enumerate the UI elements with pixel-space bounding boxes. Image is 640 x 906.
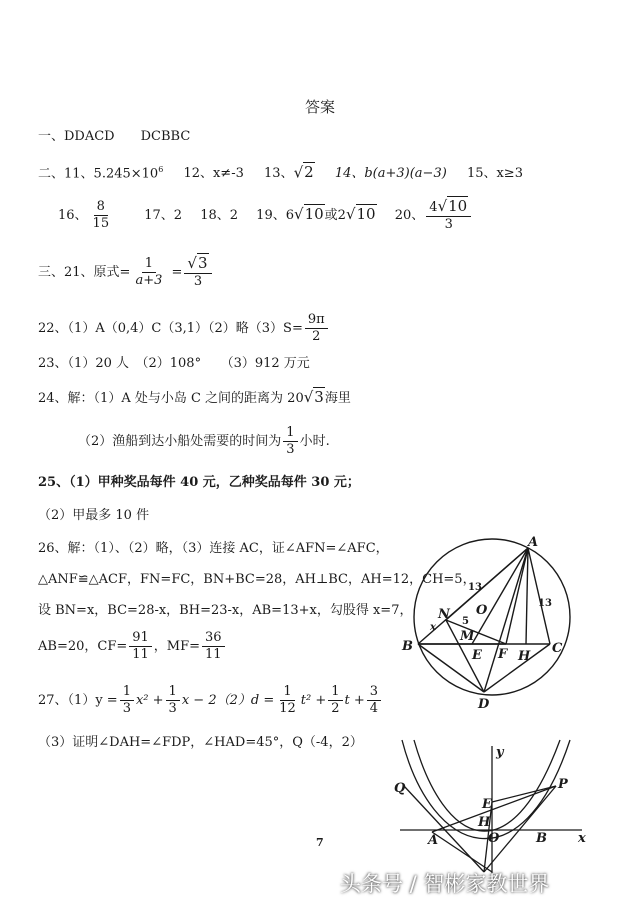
answer-section-2-row1 [38, 161, 523, 183]
answer-16: 16、 [58, 208, 88, 223]
fraction-24: $\frac{1}{3}$ [283, 425, 297, 458]
segment-ac [528, 548, 550, 644]
answer-26-line3: 设 BN=x，BC=28-x，BH=23-x，AB=13+x，勾股得 x=7， [38, 603, 413, 618]
fraction-20: $\frac{4√10}{3}$ [426, 198, 471, 233]
point-m-label: M [460, 629, 475, 644]
fraction-cf: $\frac{91}{11}$ [129, 630, 152, 663]
answer-25-part1: 25、（1）甲种奖品每件 40 元，乙种奖品每件 30 元； [38, 475, 360, 490]
segment-af [506, 548, 528, 644]
point-b-label: B [536, 831, 547, 846]
answer-15: 15、x≥3 [466, 166, 523, 182]
answer-14: 14、b(a+3)(a−3) [334, 166, 447, 182]
length-5-label: 5 [462, 616, 469, 627]
answer-27-part3: （3）证明∠DAH=∠FDP，∠HAD=45°，Q（-4，2） [38, 735, 363, 750]
sqrt-symbol: √10 [294, 205, 324, 223]
answer-21: 三、21、原式= $\frac{1}{a+3}$ = $\frac{√3}{3}$ [38, 255, 214, 290]
answer-19: 19、6 [256, 208, 294, 223]
length-13-left: 13 [468, 582, 482, 593]
page-title: 答案 [304, 98, 335, 116]
point-e-label: E [472, 648, 482, 663]
answer-section-1: 一、DDACD DCBBC [38, 129, 191, 144]
segment-ah [526, 548, 528, 644]
answer-17: 17、2 [144, 208, 183, 223]
parabola-figure [392, 736, 592, 876]
answer-27-part1-2: 27、（1）y = $\frac{1}{3}$ x² + $\frac{1}{3}$ x − 2（2）d = $\frac{1}{12}$ t² + $\frac{1}{2}$ t + $\frac{3}{4}$ [38, 684, 383, 717]
point-p-label: P [558, 777, 568, 792]
x-axis-label: x [578, 831, 586, 846]
fraction-mf: $\frac{36}{11}$ [202, 630, 225, 663]
point-b-label: B [402, 639, 413, 654]
fraction-21b: $\frac{√3}{3}$ [184, 255, 211, 290]
sqrt-symbol: √10 [345, 205, 376, 223]
answer-18: 18、2 [200, 208, 239, 223]
segment-nf [446, 620, 506, 644]
answer-26-line2: △ANF≌△ACF，FN=FC，BN+BC=28，AH⊥BC，AH=12，CH=5， [38, 572, 476, 587]
point-a-label: A [428, 833, 439, 848]
answer-11: 二、11、5.245×10 [38, 166, 159, 182]
point-c-label: C [552, 641, 563, 656]
fraction-21a: $\frac{1}{a+3}$ [135, 256, 163, 288]
page-number: 7 [316, 836, 324, 849]
fraction-16: $\frac{8}{15}$ [92, 199, 110, 231]
answer-section-2-row2: 16、 $\frac{8}{15}$ 17、2 18、2 19、6√10或2√10 20、 $\frac{4√10}{3}$ [58, 198, 473, 233]
point-n-label: N [438, 607, 450, 622]
answer-13: 13、 [264, 166, 294, 182]
answer-26-line1: 26、解：（1）、（2）略，（3）连接 AC，证∠AFN=∠AFC， [38, 541, 389, 556]
point-f-label: F [498, 647, 508, 662]
point-a-label: A [528, 535, 539, 550]
segment-ae [472, 548, 528, 644]
sqrt-symbol: √3 [303, 388, 324, 406]
point-h-label: H [518, 649, 531, 664]
point-o-label: O [476, 603, 488, 618]
answer-25-part2: （2）甲最多 10 件 [38, 508, 150, 523]
point-h-label: H [478, 815, 491, 830]
origin-label: O [488, 831, 500, 846]
segment-ad [484, 548, 528, 692]
circle-geometry-figure [400, 532, 600, 712]
answer-20: 20、 [394, 208, 425, 223]
point-q-label: Q [394, 781, 406, 796]
answer-12: 12、x≠-3 [183, 166, 244, 182]
segment-dc [484, 644, 550, 692]
answer-26-line4: AB=20，CF= $\frac{91}{11}$ ，MF= $\frac{36}{11}$ [38, 630, 227, 663]
sqrt-symbol: √2 [293, 163, 314, 182]
y-axis-label: y [496, 745, 504, 760]
watermark: 头条号 / 智彬家教世界 [340, 872, 550, 896]
point-d-label: D [478, 697, 490, 712]
answer-22: 22、（1）A（0,4）C（3,1）（2）略（3）S= $\frac{9\pi}{2}$ [38, 312, 330, 345]
answer-24-part1: 24、解：（1）A 处与小岛 C 之间的距离为 20√3海里 [38, 388, 351, 406]
answer-23: 23、（1）20 人 （2）108° （3）912 万元 [38, 356, 310, 371]
segment-x-label: x [430, 622, 436, 633]
answer-11-exponent: 6 [158, 165, 164, 174]
answer-24-part2: （2）渔船到达小船处需要的时间为 $\frac{1}{3}$ 小时. [78, 425, 330, 457]
length-13-right: 13 [538, 598, 552, 609]
fraction-22: $\frac{9\pi}{2}$ [305, 312, 328, 345]
point-e-label: E [482, 797, 492, 812]
